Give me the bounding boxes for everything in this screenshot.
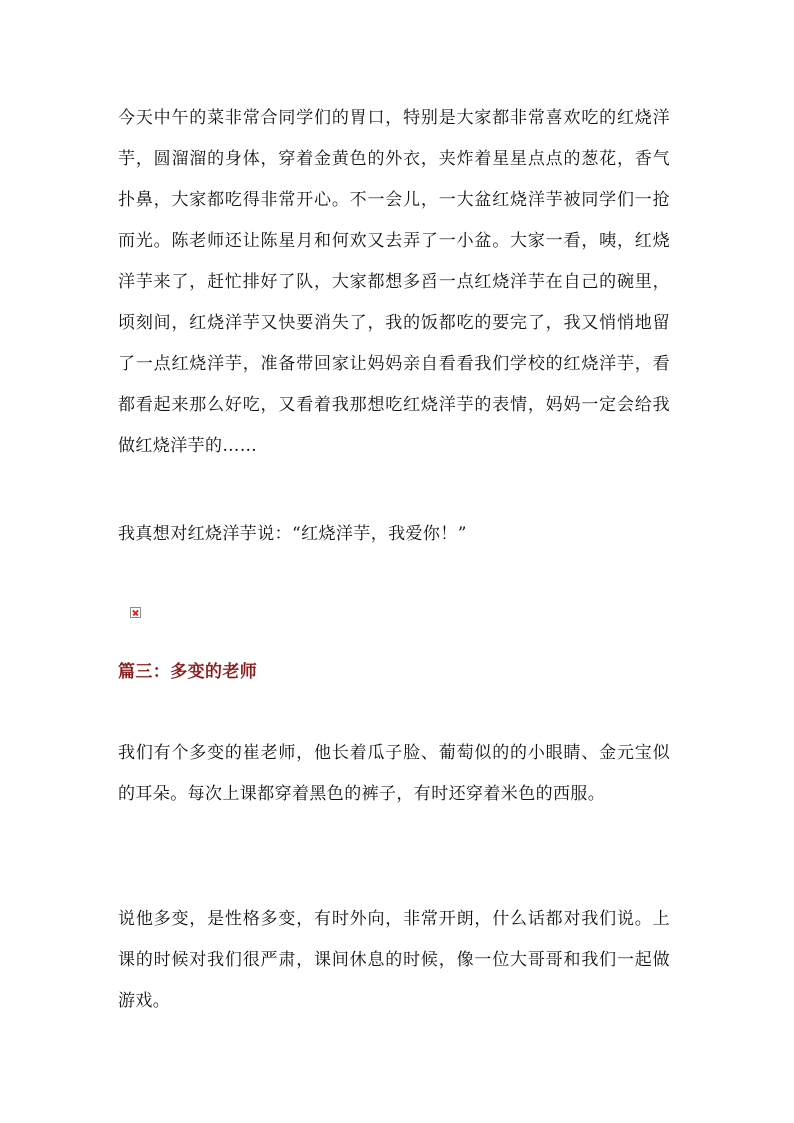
section-title: 篇三：多变的老师 [118,662,258,682]
paragraph-3: 我们有个多变的崔老师，他长着瓜子脸、葡萄似的的小眼睛、金元宝似的耳朵。每次上课都穿着黑色的裤子，有时还穿着米色的西服。 [118,743,670,804]
paragraph-2: 我真想对红烧洋芋说：“红烧洋芋，我爱你！” [118,524,467,544]
broken-image-icon [130,607,141,618]
paragraph-4: 说他多变，是性格多变，有时外向，非常开朗，什么话都对我们说。上课的时候对我们很严肃，课间休息的时候，像一位大哥哥和我们一起做游戏。 [118,909,670,1011]
paragraph-1: 今天中午的菜非常合同学们的胃口，特别是大家都非常喜欢吃的红烧洋芋，圆溜溜的身体，穿着金黄色的外衣，夹炸着星星点点的葱花，香气扑鼻，大家都吃得非常开心。不一会儿，一大盆红烧洋芋被同学们一抢而光。陈老师还让陈星月和何欢又去弄了一小盆。大家一看，咦，红烧洋芋来了，赶忙排好了队，大家都想多舀一点红烧洋芋在自己的碗里，顷刻间，红烧洋芋又快要消失了，我的饭都吃的要完了，我又悄悄地留了一点红烧洋芋，准备带回家让妈妈亲自看看我们学校的红烧洋芋，看都看起来那么好吃，又看着我那想吃红烧洋芋的表情，妈妈一定会给我做红烧洋芋的…… [118,108,670,456]
